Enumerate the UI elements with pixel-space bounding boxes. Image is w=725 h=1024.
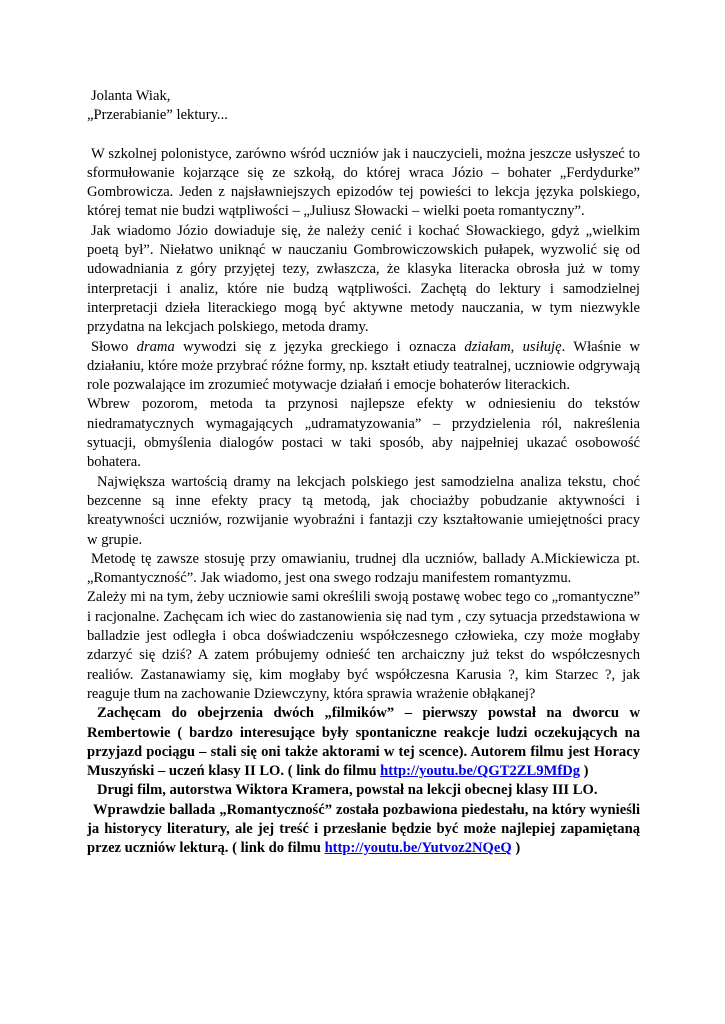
paragraph-intro: W szkolnej polonistyce, zarówno wśród uczniów jak i nauczycieli, można jeszcze usłyszeć to sformułowanie kojarzące się ze szkołą, do której wraca Józio – bohater „Ferdydurke” Gombrowicza. Jeden z najsławniejszych epizodów tej powieści to lekcja języka polskiego, której temat nie budzi wątpliwości – „Juliusz Słowacki – wielki poeta romantyczny”. — [87, 145, 640, 220]
paragraph-closing — [87, 801, 640, 859]
document-title: „Przerabianie” lektury... — [87, 107, 228, 124]
spacer — [87, 126, 640, 145]
film-link-1[interactable]: http://youtu.be/QGT2ZL9MfDg — [380, 763, 581, 780]
paragraph-effects: Wbrew pozorom, metoda ta przynosi najlepsze efekty w odniesieniu do tekstów niedramatycznych wymagających „udramatyzowania” – przydzielenia ról, nakreślenia sytuacji, obmyślenia dialogów postaci w taki sposób, aby najpełniej ukazać osobowość bohatera. — [87, 396, 640, 471]
closing-end: ) — [511, 840, 521, 857]
films-end: ) — [580, 763, 589, 780]
document-page — [87, 87, 640, 859]
author-name: Jolanta Wiak, — [91, 88, 171, 104]
paragraph-gombrowicz: Jak wiadomo Józio dowiaduje się, że należy cenić i kochać Słowackiego, gdyż „wielkim poetą był”. Niełatwo uniknąć w nauczaniu Gombrowiczowskich pułapek, wyzwolić się od udowadniania z góry przyjętej tezy, zwłaszcza, że klasyka literacka obrosła już w tomy interpretacji i analiz, które nie budzą wątpliwości. Zachętą do lektury i samodzielnej interpretacji dzieła literackiego mogą być aktywne metody nauczania, w tym niezwykle przydatna na lekcjach polskiego, metoda dramy. — [87, 222, 640, 336]
drama-text-a: Słowo — [91, 338, 137, 355]
paragraph-reflection: Zależy mi na tym, żeby uczniowie sami określili swoją postawę wobec tego co „romantyczne” i racjonalne. Zachęcam ich wiec do zastanowienia się nad tym , czy sytuacja przedstawiona w balladzie jest odległa i obca doświadczeniu współczesnego człowieka, czy może mogłaby zdarzyć się dziś? A zatem próbujemy odnieść ten archaiczny już tekst do współczesnych realiów. Zastanawiamy się, kim mogłaby być współczesna Karusia ?, kim Starzec ?, jak reaguje tłum na zachowanie Dziewczyny, która sprawia wrażenie obłąkanej? — [87, 589, 640, 702]
closing-text: Wprawdzie ballada „Romantyczność” została pozbawiona piedestału, na który wynieśli ja historycy literatury, ale jej treść i przesłanie będzie być może najlepiej zapamiętaną przez uczniów lekturą. ( link do filmu — [87, 801, 640, 857]
film-link-2[interactable]: http://youtu.be/Yutvoz2NQeQ — [324, 840, 512, 857]
paragraph-ballad: Metodę tę zawsze stosuję przy omawianiu, trudnej dla uczniów, ballady A.Mickiewicza pt. „Romantyczność”. Jak wiadomo, jest ona swego rodzaju manifestem romantyzmu. — [87, 550, 640, 587]
drama-term: drama — [136, 338, 175, 355]
drama-text-c: . Właśnie w działaniu, które może przybrać różne formy, np. kształt etiudy teatralnej, uczniowie odgrywają role pozwalające im zrozumieć motywacje działań i emocje bohaterów literackich. — [87, 338, 641, 394]
drama-text-b: wywodzi się z języka greckiego i oznacza — [174, 338, 465, 355]
drama-meaning: działam, usiłuję — [464, 338, 562, 355]
films-text: Zachęcam do obejrzenia dwóch „filmików” – pierwszy powstał na dworcu w Rembertowie ( bardzo interesujące były spontaniczne reakcje ludzi oczekujących na przyjazd pociągu – stali się oni także aktorami w tej scence). Autorem filmu jest Horacy Muszyński – uczeń klasy II LO. ( link do filmu — [87, 705, 640, 780]
paragraph-drama-definition — [87, 338, 640, 396]
paragraph-films — [87, 704, 640, 781]
paragraph-value: Największa wartością dramy na lekcjach polskiego jest samodzielna analiza tekstu, choć bezcenne są inne efekty pracy tą metodą, jak chociażby pobudzanie aktywności i kreatywności uczniów, rozwijanie wyobraźni i fantazji czy kształtowanie umiejętności pracy w grupie. — [87, 473, 640, 548]
second-film-text: Drugi film, autorstwa Wiktora Kramera, powstał na lekcji obecnej klasy III LO. — [97, 782, 598, 799]
paragraph-second-film — [87, 781, 640, 800]
